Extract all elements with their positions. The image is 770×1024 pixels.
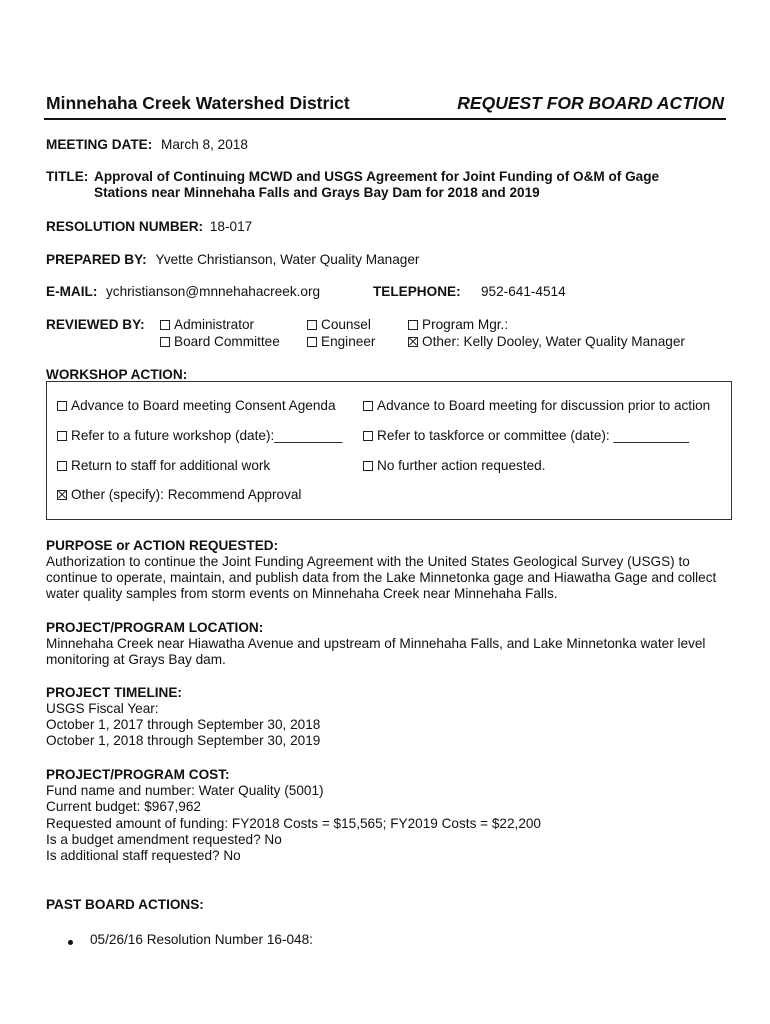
- resolution-value: 18-017: [209, 219, 253, 234]
- checkbox-icon[interactable]: [160, 337, 170, 347]
- meeting-date-value: March 8, 2018: [161, 137, 248, 152]
- district-name: Minnehaha Creek Watershed District: [46, 93, 350, 113]
- telephone-value: 952-641-4514: [481, 284, 566, 299]
- timeline-line: USGS Fiscal Year:: [46, 701, 159, 716]
- cost-heading: PROJECT/PROGRAM COST:: [46, 767, 230, 782]
- reviewer-option-program-mgr[interactable]: Program Mgr.:: [408, 317, 508, 332]
- meeting-date-row: [46, 137, 248, 152]
- checkbox-icon[interactable]: [57, 431, 67, 441]
- prepared-by-label: PREPARED BY:: [46, 252, 147, 267]
- timeline-line: October 1, 2017 through September 30, 2018: [46, 717, 321, 732]
- reviewed-by-label: REVIEWED BY:: [46, 317, 145, 332]
- header-rule: [44, 118, 726, 120]
- resolution-row: [46, 219, 252, 234]
- cost-line: Is a budget amendment requested? No: [46, 832, 282, 847]
- workshop-option-discussion[interactable]: Advance to Board meeting for discussion prior to action: [363, 398, 710, 413]
- title-line-1: Approval of Continuing MCWD and USGS Agreement for Joint Funding of O&M of Gage: [94, 169, 660, 184]
- reviewer-option-counsel[interactable]: Counsel: [307, 317, 371, 332]
- purpose-text: Authorization to continue the Joint Funding Agreement with the United States Geological Survey (USGS) to continue to operate, maintain, and publish data from the Lake Minnetonka gage and Hiawatha Gage and collect water quality samples from storm events on Minnehaha Creek near Minnehaha Falls.: [46, 554, 717, 601]
- email-label: E-MAIL:: [46, 284, 98, 299]
- checkbox-icon[interactable]: [307, 337, 317, 347]
- workshop-option-return-to-staff[interactable]: Return to staff for additional work: [57, 458, 270, 473]
- workshop-option-consent-agenda[interactable]: Advance to Board meeting Consent Agenda: [57, 398, 336, 413]
- meeting-date-label: MEETING DATE:: [46, 137, 153, 152]
- telephone-label: TELEPHONE:: [373, 284, 461, 299]
- workshop-option-other[interactable]: Other (specify): Recommend Approval: [57, 487, 301, 502]
- cost-line: Fund name and number: Water Quality (5001): [46, 783, 324, 798]
- reviewer-option-other[interactable]: Other: Kelly Dooley, Water Quality Manager: [408, 334, 685, 349]
- title-label: TITLE:: [46, 169, 89, 184]
- reviewer-option-engineer[interactable]: Engineer: [307, 334, 375, 349]
- timeline-heading: PROJECT TIMELINE:: [46, 685, 182, 700]
- title-line-2: Stations near Minnehaha Falls and Grays Bay Dam for 2018 and 2019: [94, 185, 540, 200]
- resolution-label: RESOLUTION NUMBER:: [46, 219, 204, 234]
- checked-checkbox-icon[interactable]: [408, 337, 418, 347]
- location-heading: PROJECT/PROGRAM LOCATION:: [46, 620, 264, 635]
- bullet-icon: [68, 940, 73, 945]
- cost-line: Requested amount of funding: FY2018 Costs = $15,565; FY2019 Costs = $22,200: [46, 816, 541, 831]
- past-actions-heading: PAST BOARD ACTIONS:: [46, 897, 204, 912]
- cost-line: Current budget: $967,962: [46, 799, 201, 814]
- workshop-option-future-workshop[interactable]: Refer to a future workshop (date):_________: [57, 428, 342, 443]
- timeline-line: October 1, 2018 through September 30, 2019: [46, 733, 321, 748]
- checkbox-icon[interactable]: [363, 461, 373, 471]
- checkbox-icon[interactable]: [363, 431, 373, 441]
- purpose-heading: PURPOSE or ACTION REQUESTED:: [46, 538, 279, 553]
- checkbox-icon[interactable]: [160, 320, 170, 330]
- checkbox-icon[interactable]: [57, 401, 67, 411]
- checkbox-icon[interactable]: [57, 461, 67, 471]
- checkbox-icon[interactable]: [307, 320, 317, 330]
- reviewer-option-administrator[interactable]: Administrator: [160, 317, 254, 332]
- workshop-option-no-further-action[interactable]: No further action requested.: [363, 458, 546, 473]
- workshop-action-label: WORKSHOP ACTION:: [46, 367, 188, 382]
- document-type-title: REQUEST FOR BOARD ACTION: [457, 93, 724, 113]
- past-action-item: 05/26/16 Resolution Number 16-048:: [90, 932, 313, 947]
- workshop-option-taskforce[interactable]: Refer to taskforce or committee (date): __________: [363, 428, 689, 443]
- checked-checkbox-icon[interactable]: [57, 490, 67, 500]
- checkbox-icon[interactable]: [363, 401, 373, 411]
- email-value: ychristianson@mnnehahacreek.org: [106, 284, 321, 299]
- location-text: Minnehaha Creek near Hiawatha Avenue and upstream of Minnehaha Falls, and Lake Minnetonka water level monitoring at Grays Bay dam.: [46, 636, 706, 667]
- reviewer-option-board-committee[interactable]: Board Committee: [160, 334, 280, 349]
- checkbox-icon[interactable]: [408, 320, 418, 330]
- prepared-by-value: Yvette Christianson, Water Quality Manager: [155, 252, 420, 267]
- cost-line: Is additional staff requested? No: [46, 848, 241, 863]
- prepared-by-row: [46, 252, 419, 267]
